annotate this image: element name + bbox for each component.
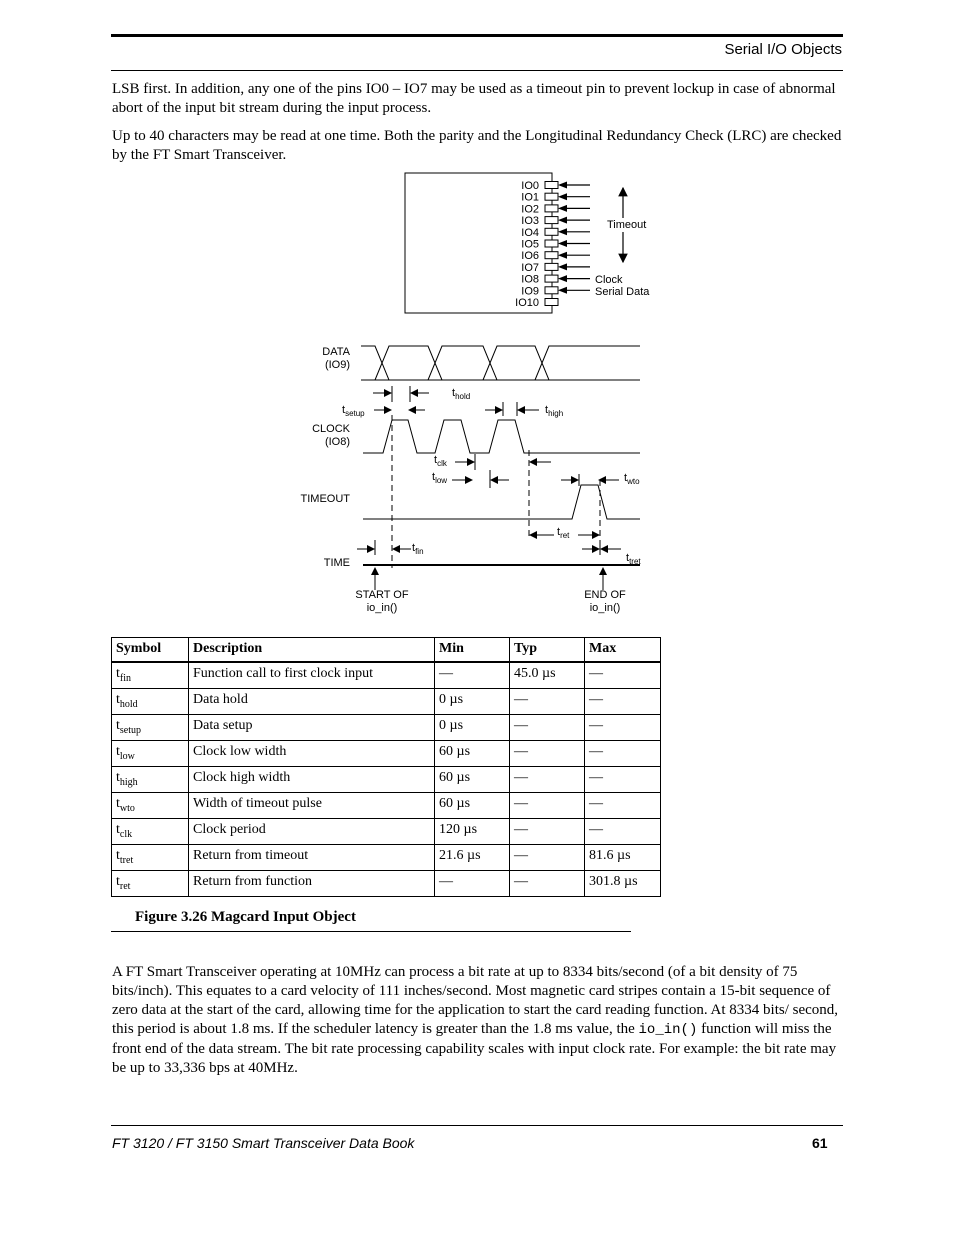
symbol-cell xyxy=(112,819,189,845)
symbol-base: t xyxy=(116,874,120,889)
symbol-subscript: tret xyxy=(119,854,134,866)
bit-rate-text-1: A FT Smart Transceiver operating at 10MHz can process a bit rate at up to 8334 bits/second (of a bit density of 75 bits/inch). This equates to a card velocity of 111 inches/second. Most magnetic card stripes contain a 15-bit sequence of zero data at the start of the card, allowing time for the application to start the card reading function. At 8334 bits/ second, this period is about 1.8 ms. If the scheduler latency is greater than the 1.8 ms value, the xyxy=(112,964,839,1037)
figure-caption: Figure 3.26 Magcard Input Object xyxy=(135,909,356,925)
tlow-label: $t_{low}$ xyxy=(432,471,448,485)
table-row xyxy=(112,662,661,689)
tsetup-label: $t_{setup}$ xyxy=(342,404,365,418)
symbol-cell xyxy=(112,715,189,741)
pin-label-io1: IO1 xyxy=(521,191,539,204)
caption-rule xyxy=(111,931,631,932)
min-cell: 60 µs xyxy=(435,741,510,767)
start-label-line2: io_in() xyxy=(366,602,398,614)
symbol-subscript: hold xyxy=(119,698,138,710)
typ-cell: — xyxy=(510,741,585,767)
page-number: 61 xyxy=(812,1135,828,1151)
end-label-line2: io_in() xyxy=(589,602,621,614)
description-cell: Function call to first clock input xyxy=(189,662,435,689)
symbol-cell xyxy=(112,767,189,793)
min-cell: — xyxy=(435,871,510,897)
data-signal-label: DATA xyxy=(322,346,350,358)
pin-terminal-io10 xyxy=(545,299,558,306)
pin-arrowhead-io3 xyxy=(558,217,567,224)
table-row xyxy=(112,819,661,845)
ttret-label: $t_{tret}$ xyxy=(626,552,641,566)
pin-arrowhead-io5 xyxy=(558,240,567,247)
max-cell: — xyxy=(585,793,661,819)
max-cell: — xyxy=(585,662,661,689)
section-title: Serial I/O Objects xyxy=(724,41,842,58)
max-cell: — xyxy=(585,741,661,767)
typ-cell: — xyxy=(510,845,585,871)
clock-signal-label: CLOCK xyxy=(312,423,350,435)
header-typ: Typ xyxy=(510,638,585,663)
min-cell: 0 µs xyxy=(435,689,510,715)
tret-label: $t_{ret}$ xyxy=(557,526,570,540)
tclk-label: $t_{clk}$ xyxy=(434,454,447,468)
description-cell: Return from timeout xyxy=(189,845,435,871)
description-cell: Data hold xyxy=(189,689,435,715)
serial-data-label: Serial Data xyxy=(595,286,650,298)
time-label: TIME xyxy=(323,557,350,569)
footer-rule xyxy=(111,1125,843,1126)
thold-label: $t_{hold}$ xyxy=(452,387,471,401)
paragraph-parity-lrc: Up to 40 characters may be read at one time. Both the parity and the Longitudinal Redundancy Check (LRC) are checked by the FT Smart Transceiver. xyxy=(112,128,842,163)
pin-terminal-io9 xyxy=(545,287,558,294)
end-label-line1: END OF xyxy=(584,589,626,601)
symbol-base: t xyxy=(116,692,120,707)
data-bit-4 xyxy=(535,346,640,380)
header-min: Min xyxy=(435,638,510,663)
symbol-subscript: fin xyxy=(119,672,131,684)
pin-label-io7: IO7 xyxy=(521,261,539,274)
max-cell: — xyxy=(585,689,661,715)
symbol-base: t xyxy=(116,744,120,759)
pin-list xyxy=(515,180,590,309)
clock-pin-label: (IO8) xyxy=(324,436,350,448)
max-cell: 81.6 µs xyxy=(585,845,661,871)
typ-cell: 45.0 µs xyxy=(510,662,585,689)
min-cell: 0 µs xyxy=(435,715,510,741)
max-cell: — xyxy=(585,819,661,845)
symbol-cell xyxy=(112,662,189,689)
symbol-cell xyxy=(112,845,189,871)
pin-arrowhead-io1 xyxy=(558,193,567,200)
max-cell: — xyxy=(585,767,661,793)
min-cell: 120 µs xyxy=(435,819,510,845)
data-bit-2 xyxy=(428,346,497,380)
typ-cell: — xyxy=(510,767,585,793)
symbol-subscript: ret xyxy=(119,880,131,892)
timeout-label: Timeout xyxy=(607,219,647,231)
symbol-base: t xyxy=(116,822,120,837)
description-cell: Width of timeout pulse xyxy=(189,793,435,819)
footer-book-title: FT 3120 / FT 3150 Smart Transceiver Data Book xyxy=(112,1135,415,1151)
symbol-cell xyxy=(112,871,189,897)
description-cell: Data setup xyxy=(189,715,435,741)
min-cell: 60 µs xyxy=(435,767,510,793)
pin-diagram xyxy=(400,170,670,316)
header-underline xyxy=(111,70,843,71)
pin-label-io9: IO9 xyxy=(521,285,539,298)
pin-terminal-io5 xyxy=(545,240,558,247)
twto-label: $t_{wto}$ xyxy=(624,472,640,486)
pin-label-io8: IO8 xyxy=(521,273,539,286)
pin-terminal-io8 xyxy=(545,275,558,282)
symbol-base: t xyxy=(116,848,120,863)
table-row xyxy=(112,767,661,793)
data-signal-start xyxy=(361,346,389,380)
pin-label-io3: IO3 xyxy=(521,215,539,228)
pin-arrowhead-io7 xyxy=(558,263,567,270)
symbol-base: t xyxy=(116,718,120,733)
pin-label-io2: IO2 xyxy=(521,203,539,216)
table-row xyxy=(112,845,661,871)
symbol-cell xyxy=(112,741,189,767)
header-symbol: Symbol xyxy=(112,638,189,663)
symbol-subscript: low xyxy=(119,750,135,762)
typ-cell: — xyxy=(510,793,585,819)
min-cell: 21.6 µs xyxy=(435,845,510,871)
pin-arrowhead-io8 xyxy=(558,275,567,282)
pin-terminal-io0 xyxy=(545,182,558,189)
min-cell: 60 µs xyxy=(435,793,510,819)
pin-arrowhead-io0 xyxy=(558,182,567,189)
description-cell: Clock period xyxy=(189,819,435,845)
min-cell: — xyxy=(435,662,510,689)
pin-label-io0: IO0 xyxy=(521,180,539,192)
thigh-label: $t_{high}$ xyxy=(545,404,564,418)
description-cell: Clock high width xyxy=(189,767,435,793)
pin-terminal-io4 xyxy=(545,228,558,235)
pin-terminal-io2 xyxy=(545,205,558,212)
table-row xyxy=(112,741,661,767)
table-row xyxy=(112,871,661,897)
paragraph-timeout-pin: LSB first. In addition, any one of the pins IO0 – IO7 may be used as a timeout pin to prevent lockup in case of abnormal abort of the input bit stream during the input process. xyxy=(112,81,836,116)
symbol-subscript: high xyxy=(119,776,138,788)
pin-terminal-io3 xyxy=(545,217,558,224)
clock-label: Clock xyxy=(595,274,623,286)
max-cell: 301.8 µs xyxy=(585,871,661,897)
tfin-label: $t_{fin}$ xyxy=(412,542,424,556)
data-bit-3 xyxy=(483,346,549,380)
pin-terminal-io6 xyxy=(545,252,558,259)
symbol-base: t xyxy=(116,770,120,785)
symbol-subscript: setup xyxy=(119,724,141,736)
symbol-cell xyxy=(112,689,189,715)
start-label-line1: START OF xyxy=(355,589,409,601)
symbol-base: t xyxy=(116,666,120,681)
table-body xyxy=(112,662,661,897)
symbol-base: t xyxy=(116,796,120,811)
pin-arrowhead-io6 xyxy=(558,252,567,259)
header-description: Description xyxy=(189,638,435,663)
pin-terminal-io7 xyxy=(545,263,558,270)
symbol-subscript: clk xyxy=(119,828,133,840)
typ-cell: — xyxy=(510,689,585,715)
pin-terminal-io1 xyxy=(545,193,558,200)
header-max: Max xyxy=(585,638,661,663)
io-in-code: io_in() xyxy=(638,1022,698,1038)
paragraph-bit-rate xyxy=(112,963,844,1078)
timeout-signal-label: TIMEOUT xyxy=(300,493,350,505)
data-pin-label: (IO9) xyxy=(324,359,350,371)
typ-cell: — xyxy=(510,871,585,897)
max-cell: — xyxy=(585,715,661,741)
pin-label-io10: IO10 xyxy=(515,297,539,309)
table-header-row xyxy=(112,638,661,663)
timing-spec-table xyxy=(111,637,661,897)
table-row xyxy=(112,715,661,741)
pin-arrowhead-io4 xyxy=(558,228,567,235)
description-cell: Clock low width xyxy=(189,741,435,767)
symbol-subscript: wto xyxy=(119,802,135,814)
clock-signal xyxy=(363,420,640,453)
bit-rate-text-2: function will miss the front end of the data stream. The bit rate processing capability scales with input clock rate. For example: the bit rate may be up to 33,336 bps at 40MHz. xyxy=(112,1021,837,1076)
header-rule xyxy=(111,34,843,37)
timing-diagram xyxy=(295,340,655,620)
pin-arrowhead-io9 xyxy=(558,287,567,294)
typ-cell: — xyxy=(510,819,585,845)
description-cell: Return from function xyxy=(189,871,435,897)
table-row xyxy=(112,689,661,715)
data-bit-1 xyxy=(375,346,442,380)
timeout-signal xyxy=(363,485,640,519)
pin-label-io5: IO5 xyxy=(521,238,539,251)
pin-label-io4: IO4 xyxy=(521,226,539,239)
symbol-cell xyxy=(112,793,189,819)
pin-label-io6: IO6 xyxy=(521,250,539,263)
typ-cell: — xyxy=(510,715,585,741)
table-row xyxy=(112,793,661,819)
pin-arrowhead-io2 xyxy=(558,205,567,212)
